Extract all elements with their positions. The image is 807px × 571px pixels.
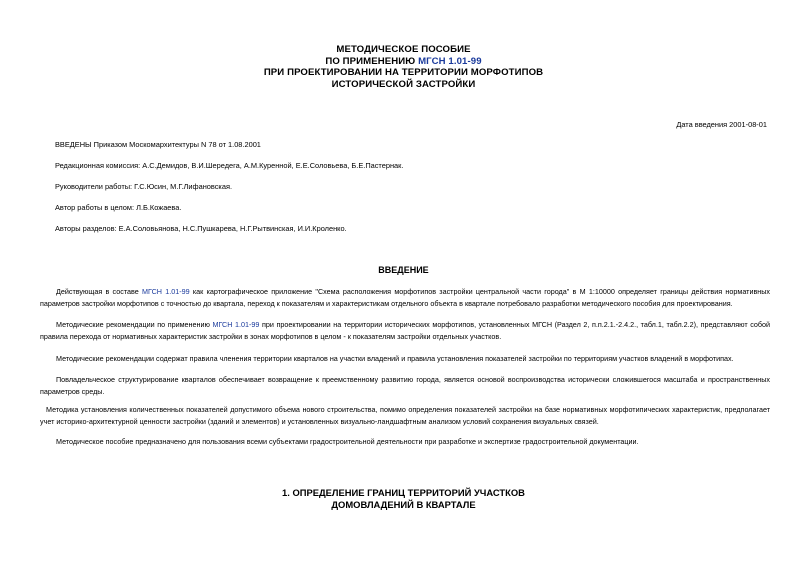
section-1-line-2: ДОМОВЛАДЕНИЙ В КВАРТАЛЕ	[331, 499, 476, 510]
paragraph-1	[40, 286, 770, 309]
paragraph-6: Методическое пособие предназначено для пользования всеми субъектами градостроительной деятельности при разработке и экспертизе градостроительной документации.	[56, 437, 639, 446]
title-line-2	[0, 56, 807, 68]
section-authors: Авторы разделов: Е.А.Соловьянова, Н.С.Пушкарева, Н.Г.Рытвинская, И.И.Кроленко.	[55, 224, 347, 233]
title-line-1: МЕТОДИЧЕСКОЕ ПОСОБИЕ	[336, 44, 471, 55]
paragraph-2-suffix: при проектировании на территории исторических морфотипов, установленных МГСН (Раздел 2, п.п.2.1.-2.4.2., табл.1, табл.2.2), представляют собой правила перехода от нормативных характеристик застройки в зонах морфотипов в целом - к показателям застройки отдельных участков.	[40, 320, 771, 341]
intro-heading: ВВЕДЕНИЕ	[378, 265, 429, 275]
paragraph-5: Методика установления количественных показателей допустимого объема нового строительства, помимо определения показателей застройки на базе нормативных морфотипических характеристик, предполагает учет историко-архитектурной ценности застройки (зданий и элементов) и установленных визуально-ландшафтным анализом условий сохранения визуальных связей.	[40, 405, 770, 426]
title-line-2-prefix: ПО ПРИМЕНЕНИЮ	[325, 55, 419, 67]
title-line-4: ИСТОРИЧЕСКОЙ ЗАСТРОЙКИ	[331, 78, 476, 90]
paragraph-3: Методические рекомендации содержат правила членения территории кварталов на участки владений и правила установления показателей застройки по территориям участков владений в морфотипах.	[56, 354, 734, 363]
mgsn-link-title[interactable]: МГСН 1.01-99	[418, 55, 482, 67]
document-title	[0, 44, 807, 90]
introduction-date: Дата введения 2001-08-01	[676, 120, 767, 129]
introduced-by: ВВЕДЕНЫ Приказом Москомархитектуры N 78 от 1.08.2001	[55, 140, 261, 149]
paragraph-2-prefix: Методические рекомендации по применению	[56, 320, 213, 329]
paragraph-2	[40, 319, 770, 342]
work-leaders: Руководители работы: Г.С.Юсин, М.Г.Лифановская.	[55, 182, 232, 191]
section-1-line-1: 1. ОПРЕДЕЛЕНИЕ ГРАНИЦ ТЕРРИТОРИЙ УЧАСТКОВ	[282, 487, 525, 498]
mgsn-link-p2[interactable]: МГСН 1.01-99	[212, 320, 260, 329]
work-author: Автор работы в целом: Л.Б.Кожаева.	[55, 203, 182, 212]
editorial-commission: Редакционная комиссия: А.С.Демидов, В.И.Шередега, А.М.Куренной, Е.Е.Соловьева, Б.Е.Пастернак.	[55, 161, 404, 170]
section-1-heading	[0, 487, 807, 511]
title-line-3: ПРИ ПРОЕКТИРОВАНИИ НА ТЕРРИТОРИИ МОРФОТИПОВ	[263, 67, 544, 78]
mgsn-link-p1[interactable]: МГСН 1.01-99	[142, 287, 190, 296]
paragraph-1-suffix: как картографическое приложение "Схема расположения морфотипов застройки центральной части города" в М 1:10000 определяет границы действия нормативных параметров застройки морфотипов с точностью до квартала, переход к показателям и характеристикам отдельного объекта в квартале потребовало разработки методического пособия для проектирования.	[40, 287, 771, 308]
paragraph-1-prefix: Действующая в составе	[56, 287, 143, 296]
paragraph-4: Повладельческое структурирование кварталов обеспечивает возвращение к преемственному развитию города, является основой воспроизводства исторически сложившегося масштаба и пространственных параметров среды.	[40, 375, 770, 396]
